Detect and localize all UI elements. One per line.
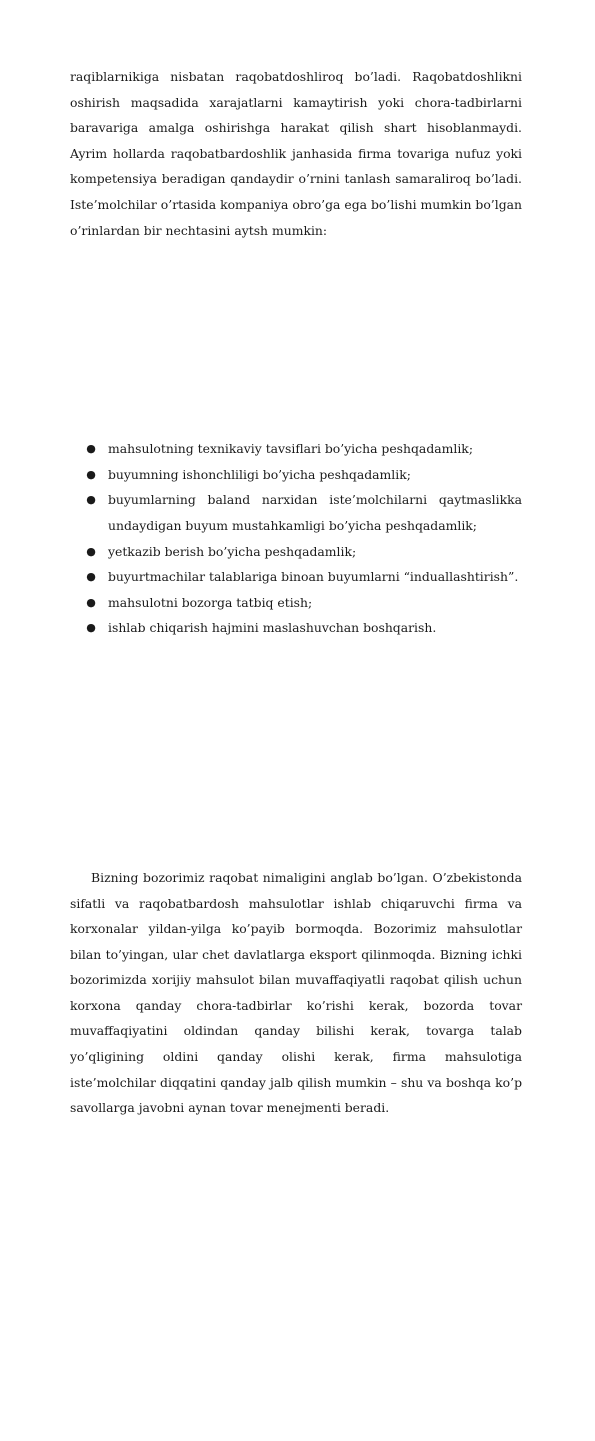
list-item-text: buyumning ishonchliligi bo’yicha peshqadamlik; [108,466,411,482]
bullet-icon: ● [86,544,96,558]
bullet-icon: ● [86,493,96,507]
bullet-list [70,436,522,641]
paragraph-main-text: Bizning bozorimiz raqobat nimaligini anglab bo’lgan. O’zbekistonda sifatli va raqobatbardosh mahsulotlar ishlab chiqaruvchi firma va korxonalar yildan-yilga ko’payib bormoqda. Bozorimiz mahsulotlar bilan to’yingan, ular chet davlatlarga eksport qilinmoqda. Bizning ichki bozorimizda xorijiy mahsulot bilan muvaffaqiyatli raqobat qilish uchun korxona qanday chora-tadbirlar ko’rishi kerak, bozorda tovar muvaffaqiyatini oldindan qanday bilishi kerak, tovarga talab yo’qligining oldini qanday olishi kerak, firma mahsulotiga iste’molchilar diqqatini qanday jalb qilish mumkin – shu va boshqa ko’p savollarga javobni aynan tovar menejmenti beradi. [70,869,522,1116]
bullet-icon: ● [86,621,96,635]
bullet-icon: ● [86,595,96,609]
list-item-text: mahsulotning texnikaviy tavsiflari bo’yicha peshqadamlik; [108,441,473,457]
paragraph-main [70,865,522,1121]
paragraph-intro-text: raqiblarnikiga nisbatan raqobatdoshliroq bo’ladi. Raqobatdoshlikni oshirish maqsadida xarajatlarni kamaytirish yoki chora-tadbirlarni baravariga amalga oshirishga harakat qilish shart hisoblanmaydi. Ayrim hollarda raqobatbardoshlik janhasida firma tovariga nufuz yoki kompetensiya beradigan qandaydir o’rnini tanlash samaraliroq bo’ladi. Iste’molchilar o’rtasida kompaniya obro’ga ega bo’lishi mumkin bo’lgan o’rinlardan bir nechtasini aytsh mumkin: [70,69,522,238]
bullet-icon: ● [86,570,96,584]
list-item-text: ishlab chiqarish hajmini maslashuvchan boshqarish. [108,620,437,636]
list-item-text: buyurtmachilar talablariga binoan buyumlarni “induallashtirish”. [108,569,519,585]
bullet-icon: ● [86,442,96,456]
list-item [70,590,522,616]
page-number [0,1430,522,1441]
bullet-icon: ● [86,467,96,481]
list-item [70,539,522,565]
list-item [70,564,522,590]
list-item [70,487,522,538]
paragraph-intro [70,64,522,243]
list-item [70,615,522,641]
list-item-text: yetkazib berish bo’yicha peshqadamlik; [108,543,357,559]
list-item-text: buyumlarning baland narxidan iste’molchilarni qaytmaslikka undaydigan buyum mustahkamligi bo’yicha peshqadamlik; [108,492,522,533]
list-item-text: mahsulotni bozorga tatbiq etish; [108,594,313,610]
list-item [70,436,522,462]
list-item [70,462,522,488]
